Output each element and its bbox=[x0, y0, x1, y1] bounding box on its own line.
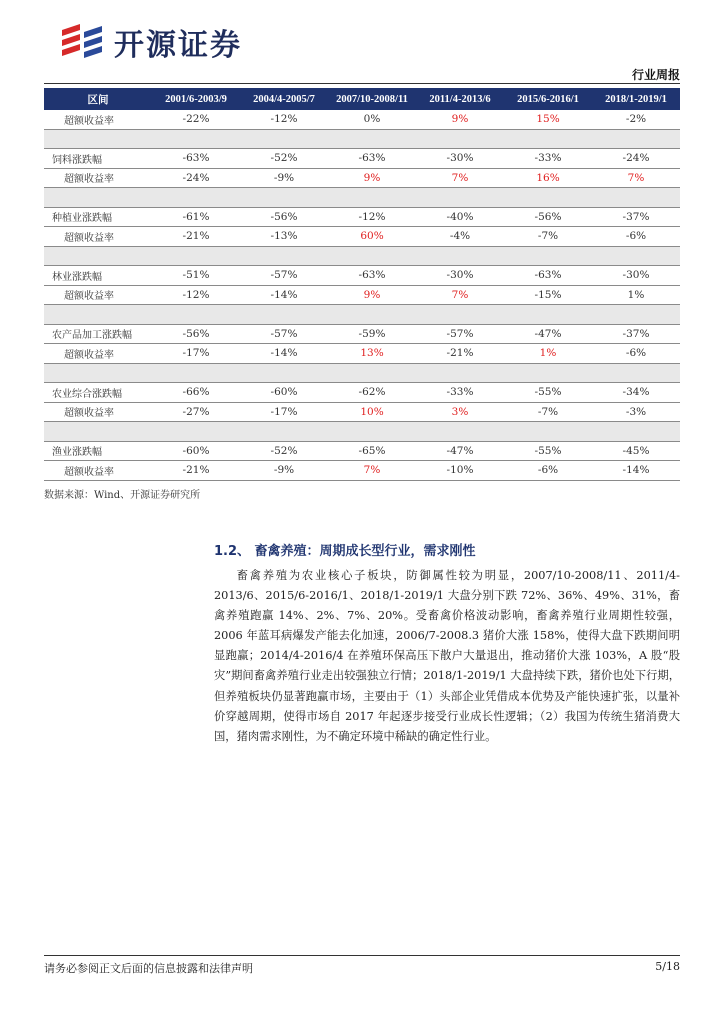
spacer-cell bbox=[328, 305, 416, 325]
report-type: 行业周报 bbox=[631, 68, 680, 82]
spacer-cell bbox=[240, 188, 328, 208]
table-cell: 7% bbox=[592, 168, 680, 188]
table-cell: -59% bbox=[328, 324, 416, 344]
brand-name: 开源证券 bbox=[114, 28, 242, 63]
table-cell: -60% bbox=[240, 383, 328, 403]
table-cell: -47% bbox=[504, 324, 592, 344]
table-cell: -47% bbox=[416, 441, 504, 461]
table-row bbox=[44, 441, 680, 461]
table-cell: -55% bbox=[504, 383, 592, 403]
spacer-cell bbox=[504, 188, 592, 208]
table-cell: -14% bbox=[592, 461, 680, 481]
table-spacer-row bbox=[44, 246, 680, 266]
table-cell: 7% bbox=[416, 168, 504, 188]
spacer-cell bbox=[240, 129, 328, 149]
header-divider bbox=[44, 83, 680, 84]
column-header: 区间 bbox=[44, 88, 152, 110]
column-header: 2011/4-2013/6 bbox=[416, 88, 504, 110]
spacer-cell bbox=[44, 246, 152, 266]
table-cell: -7% bbox=[504, 227, 592, 247]
spacer-cell bbox=[328, 246, 416, 266]
table-cell: -9% bbox=[240, 461, 328, 481]
table-cell: -61% bbox=[152, 207, 240, 227]
table-cell: 7% bbox=[328, 461, 416, 481]
table-cell: -62% bbox=[328, 383, 416, 403]
column-header: 2018/1-2019/1 bbox=[592, 88, 680, 110]
spacer-cell bbox=[152, 188, 240, 208]
spacer-cell bbox=[328, 129, 416, 149]
table-cell: -60% bbox=[152, 441, 240, 461]
spacer-cell bbox=[44, 188, 152, 208]
table-cell: -65% bbox=[328, 441, 416, 461]
table-cell: -6% bbox=[592, 227, 680, 247]
table-cell: -45% bbox=[592, 441, 680, 461]
footer-disclaimer: 请务必参阅正文后面的信息披露和法律声明 bbox=[44, 962, 253, 975]
table-cell: -33% bbox=[416, 383, 504, 403]
table-cell: -13% bbox=[240, 227, 328, 247]
table-row bbox=[44, 168, 680, 188]
spacer-cell bbox=[328, 363, 416, 383]
table-cell: -22% bbox=[152, 110, 240, 129]
table-cell: -9% bbox=[240, 168, 328, 188]
table-cell: -37% bbox=[592, 324, 680, 344]
table-cell: -30% bbox=[416, 149, 504, 169]
row-label: 超额收益率 bbox=[44, 168, 152, 188]
table-cell: 9% bbox=[328, 285, 416, 305]
row-label: 农业综合涨跌幅 bbox=[44, 383, 152, 403]
table-cell: -57% bbox=[416, 324, 504, 344]
spacer-cell bbox=[504, 305, 592, 325]
table-row bbox=[44, 266, 680, 286]
table-cell: -30% bbox=[592, 266, 680, 286]
table-cell: -7% bbox=[504, 402, 592, 422]
table-cell: -52% bbox=[240, 149, 328, 169]
table-cell: -57% bbox=[240, 266, 328, 286]
table-cell: -6% bbox=[504, 461, 592, 481]
table-cell: -21% bbox=[152, 227, 240, 247]
spacer-cell bbox=[240, 246, 328, 266]
spacer-cell bbox=[416, 129, 504, 149]
table-cell: -24% bbox=[152, 168, 240, 188]
spacer-cell bbox=[592, 129, 680, 149]
spacer-cell bbox=[592, 188, 680, 208]
spacer-cell bbox=[416, 363, 504, 383]
spacer-cell bbox=[240, 305, 328, 325]
table-cell: -57% bbox=[240, 324, 328, 344]
table-cell: 60% bbox=[328, 227, 416, 247]
table-spacer-row bbox=[44, 129, 680, 149]
row-label: 超额收益率 bbox=[44, 110, 152, 129]
row-label: 农产品加工涨跌幅 bbox=[44, 324, 152, 344]
section-title: 1.2、 畜禽养殖：周期成长型行业，需求刚性 bbox=[214, 544, 476, 559]
performance-table bbox=[44, 88, 680, 481]
spacer-cell bbox=[152, 363, 240, 383]
table-row bbox=[44, 344, 680, 364]
spacer-cell bbox=[152, 422, 240, 442]
row-label: 渔业涨跌幅 bbox=[44, 441, 152, 461]
table-row bbox=[44, 383, 680, 403]
table-spacer-row bbox=[44, 305, 680, 325]
table-cell: -21% bbox=[152, 461, 240, 481]
spacer-cell bbox=[152, 305, 240, 325]
row-label: 超额收益率 bbox=[44, 285, 152, 305]
brand-logo-icon bbox=[58, 20, 106, 64]
table-cell: -14% bbox=[240, 344, 328, 364]
table-spacer-row bbox=[44, 188, 680, 208]
table-cell: -51% bbox=[152, 266, 240, 286]
table-cell: -34% bbox=[592, 383, 680, 403]
spacer-cell bbox=[240, 422, 328, 442]
table-cell: -33% bbox=[504, 149, 592, 169]
table-cell: -66% bbox=[152, 383, 240, 403]
spacer-cell bbox=[416, 305, 504, 325]
row-label: 种植业涨跌幅 bbox=[44, 207, 152, 227]
table-cell: -12% bbox=[240, 110, 328, 129]
table-row bbox=[44, 149, 680, 169]
table-cell: -55% bbox=[504, 441, 592, 461]
spacer-cell bbox=[416, 246, 504, 266]
table-cell: 15% bbox=[504, 110, 592, 129]
table-cell: 1% bbox=[592, 285, 680, 305]
table-cell: -52% bbox=[240, 441, 328, 461]
table-cell: -27% bbox=[152, 402, 240, 422]
table-cell: -63% bbox=[328, 149, 416, 169]
row-label: 超额收益率 bbox=[44, 402, 152, 422]
table-cell: -63% bbox=[504, 266, 592, 286]
table-cell: -14% bbox=[240, 285, 328, 305]
table-cell: 16% bbox=[504, 168, 592, 188]
table-row bbox=[44, 227, 680, 247]
spacer-cell bbox=[592, 305, 680, 325]
table-row bbox=[44, 207, 680, 227]
spacer-cell bbox=[328, 188, 416, 208]
table-cell: -56% bbox=[152, 324, 240, 344]
spacer-cell bbox=[152, 129, 240, 149]
body-paragraph: 畜禽养殖为农业核心子板块，防御属性较为明显，2007/10-2008/11、2011/4-2013/6、2015/6-2016/1、2018/1-2019/1 大盘分别下跌 72%、36%、49%、31%，畜禽养殖跑赢 14%、2%、7%、20%。受畜禽价格波动影响，畜禽养殖行业周期性较强，2006 年蓝耳病爆发产能去化加速，2006/7-2008.3 猪价大涨 158%，使得大盘下跌期间明显跑赢；2014/4-2016/4 在养殖环保高压下散户大量退出，推动猪价大涨 103%，A 股“股灾”期间畜禽养殖行业走出较强独立行情；2018/1-2019/1 大盘持续下跌，猪价也处下行期，但养殖板块仍显著跑赢市场，主要由于（1）头部企业凭借成本优势及产能快速扩张，以量补价穿越周期，使得市场自 2017 年起逐步接受行业成长性逻辑；（2）我国为传统生猪消费大国，猪肉需求刚性，为不确定环境中稀缺的确定性行业。 bbox=[214, 569, 680, 743]
spacer-cell bbox=[504, 363, 592, 383]
table-cell: -12% bbox=[328, 207, 416, 227]
row-label: 超额收益率 bbox=[44, 461, 152, 481]
column-header: 2001/6-2003/9 bbox=[152, 88, 240, 110]
table-row bbox=[44, 285, 680, 305]
table-header-row bbox=[44, 88, 680, 110]
table-cell: -63% bbox=[152, 149, 240, 169]
spacer-cell bbox=[592, 363, 680, 383]
column-header: 2007/10-2008/11 bbox=[328, 88, 416, 110]
table-body bbox=[44, 110, 680, 480]
table-cell: 1% bbox=[504, 344, 592, 364]
table-cell: -56% bbox=[240, 207, 328, 227]
table-cell: -12% bbox=[152, 285, 240, 305]
spacer-cell bbox=[152, 246, 240, 266]
table-cell: 13% bbox=[328, 344, 416, 364]
table-cell: -17% bbox=[152, 344, 240, 364]
table-cell: -15% bbox=[504, 285, 592, 305]
table-cell: -37% bbox=[592, 207, 680, 227]
page-number: 5/18 bbox=[655, 960, 680, 973]
table-cell: -3% bbox=[592, 402, 680, 422]
table-row bbox=[44, 110, 680, 129]
spacer-cell bbox=[240, 363, 328, 383]
spacer-cell bbox=[504, 129, 592, 149]
spacer-cell bbox=[44, 129, 152, 149]
spacer-cell bbox=[44, 363, 152, 383]
data-source-note: 数据来源：Wind、开源证券研究所 bbox=[44, 490, 201, 501]
table-row bbox=[44, 402, 680, 422]
table-cell: -30% bbox=[416, 266, 504, 286]
table-cell: -10% bbox=[416, 461, 504, 481]
brand-logo bbox=[58, 20, 242, 64]
table-cell: -2% bbox=[592, 110, 680, 129]
table-cell: 3% bbox=[416, 402, 504, 422]
table-cell: -24% bbox=[592, 149, 680, 169]
table-cell: -21% bbox=[416, 344, 504, 364]
table-cell: 7% bbox=[416, 285, 504, 305]
table-cell: -4% bbox=[416, 227, 504, 247]
table-cell: 0% bbox=[328, 110, 416, 129]
table-row bbox=[44, 461, 680, 481]
footer-divider bbox=[44, 955, 680, 956]
row-label: 超额收益率 bbox=[44, 344, 152, 364]
column-header: 2004/4-2005/7 bbox=[240, 88, 328, 110]
table-cell: 9% bbox=[328, 168, 416, 188]
table-cell: -56% bbox=[504, 207, 592, 227]
spacer-cell bbox=[504, 422, 592, 442]
spacer-cell bbox=[44, 422, 152, 442]
table-spacer-row bbox=[44, 422, 680, 442]
table-row bbox=[44, 324, 680, 344]
table-cell: -17% bbox=[240, 402, 328, 422]
spacer-cell bbox=[44, 305, 152, 325]
table-cell: 9% bbox=[416, 110, 504, 129]
table-cell: 10% bbox=[328, 402, 416, 422]
spacer-cell bbox=[416, 422, 504, 442]
table-spacer-row bbox=[44, 363, 680, 383]
spacer-cell bbox=[416, 188, 504, 208]
row-label: 林业涨跌幅 bbox=[44, 266, 152, 286]
spacer-cell bbox=[504, 246, 592, 266]
row-label: 饲料涨跌幅 bbox=[44, 149, 152, 169]
table-cell: -63% bbox=[328, 266, 416, 286]
column-header: 2015/6-2016/1 bbox=[504, 88, 592, 110]
table-cell: -6% bbox=[592, 344, 680, 364]
spacer-cell bbox=[328, 422, 416, 442]
row-label: 超额收益率 bbox=[44, 227, 152, 247]
spacer-cell bbox=[592, 422, 680, 442]
table-cell: -40% bbox=[416, 207, 504, 227]
spacer-cell bbox=[592, 246, 680, 266]
